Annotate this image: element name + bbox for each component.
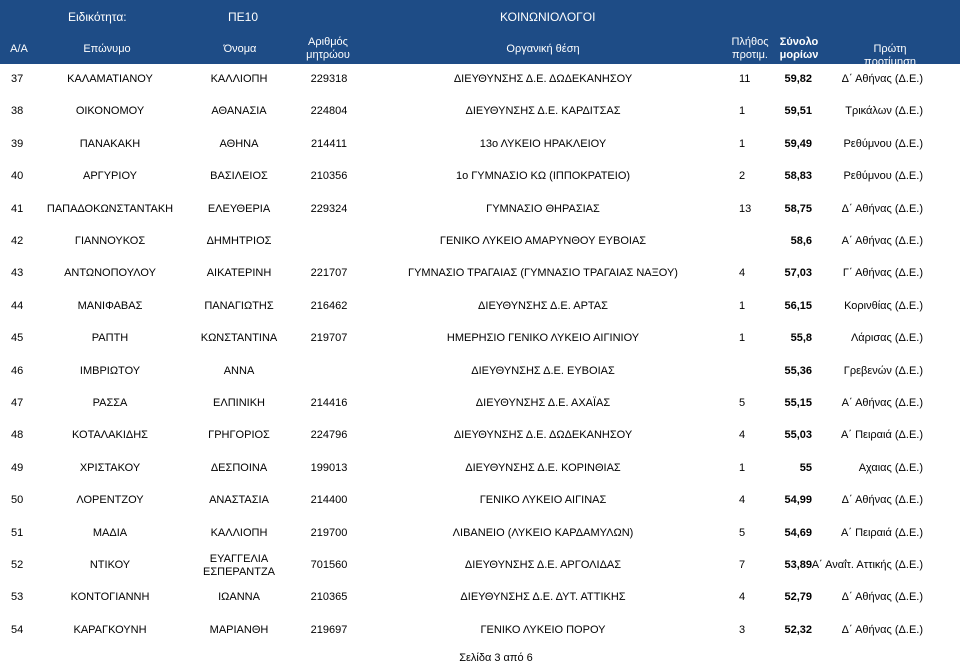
page-footer: Σελίδα 3 από 6 [459,652,533,664]
row-number: 50 [11,494,24,507]
row-number: 38 [11,105,24,118]
header-reg-1: Αριθμός [308,36,348,48]
row-surname: ΠΑΝΑΚΑΚΗ [79,137,141,150]
row-name: ΕΛΕΥΘΕΡΙΑ [207,202,271,215]
row-surname: ΙΜΒΡΙΩΤΟΥ [79,364,141,377]
row-reg: 701560 [310,559,348,571]
row-number: 39 [11,137,24,150]
row-number: 46 [11,364,24,377]
row-position: ΓΥΜΝΑΣΙΟ ΤΡΑΓΑΙΑΣ (ΓΥΜΝΑΣΙΟ ΤΡΑΓΑΙΑΣ ΝΑΞΟΥ) [408,267,678,280]
row-reg: 219707 [310,332,348,345]
row-count: 1 [739,332,746,345]
row-name: ΚΑΛΛΙΟΠΗ [210,526,268,539]
row-name: ΠΑΝΑΓΙΩΤΗΣ [204,299,274,312]
row-position: ΔΙΕΥΘΥΝΣΗΣ Δ.Ε. ΔΩΔΕΚΑΝΗΣΟΥ [453,429,633,442]
row-count: 4 [739,494,746,507]
row-first-pref: Α΄ Αθήνας (Δ.Ε.) [841,397,923,409]
row-position: ΓΕΝΙΚΟ ΛΥΚΕΙΟ ΠΟΡΟΥ [480,623,606,636]
row-number: 40 [11,170,24,183]
header-aa: Α/Α [10,43,28,55]
row-number: 51 [11,526,24,539]
row-name: ΔΗΜΗΤΡΙΟΣ [206,235,272,247]
row-score: 53,89 [784,559,812,571]
row-name: ΜΑΡΙΑΝΘΗ [209,623,269,636]
row-count: 4 [739,591,746,604]
row-score: 52,79 [784,591,812,604]
row-first-pref: Ρεθύμνου (Δ.Ε.) [843,170,923,183]
row-reg: 216462 [310,299,348,312]
row-count: 13 [739,202,752,215]
row-position: ΔΙΕΥΘΥΝΣΗΣ Δ.Ε. ΔΩΔΕΚΑΝΗΣΟΥ [453,73,633,85]
row-score: 55,8 [790,332,812,345]
row-reg: 214411 [311,137,347,150]
row-surname: ΠΑΠΑΔΟΚΩΝΣΤΑΝΤΑΚΗ [46,202,174,215]
row-number: 41 [11,202,24,215]
row-reg: 214416 [310,397,348,409]
header-first-pref: Πρώτη προτίμηση [864,43,916,68]
row-surname: ΑΡΓΥΡΙΟΥ [82,170,138,183]
table-row [0,356,960,388]
row-score: 56,15 [784,299,812,312]
row-score: 55,36 [784,364,812,377]
row-surname: ΚΟΝΤΟΓΙΑΝΝΗ [70,591,150,604]
row-score: 58,83 [784,170,812,183]
table-row [0,550,960,582]
row-first-pref: Κορινθίας (Δ.Ε.) [844,299,923,312]
row-number: 44 [11,299,24,312]
row-count: 7 [739,559,746,571]
row-score: 54,69 [784,526,812,539]
row-first-pref: Τρικάλων (Δ.Ε.) [845,105,923,118]
table-row [0,615,960,647]
specialty-label: Ειδικότητα: [68,10,127,24]
row-reg: 224804 [310,105,348,118]
row-name: ΑΘΗΝΑ [219,137,259,150]
row-count: 1 [739,137,746,150]
row-score: 59,49 [784,137,812,150]
row-surname: ΜΑΝΙΦΑΒΑΣ [77,299,143,312]
row-score: 54,99 [784,494,812,507]
table-row [0,485,960,517]
row-surname: ΓΙΑΝΝΟΥΚΟΣ [74,235,146,247]
row-reg: 219700 [310,526,348,539]
specialty-code: ΠΕ10 [228,10,259,24]
row-number: 48 [11,429,24,442]
row-score: 57,03 [784,267,812,280]
table-row [0,64,960,96]
row-first-pref: Α΄ Αναΐτ. Αττικής (Δ.Ε.) [811,559,923,571]
row-score: 59,51 [784,105,812,118]
row-reg: 229324 [310,202,348,215]
row-number: 42 [11,235,24,247]
row-first-pref: Α΄ Πειραιά (Δ.Ε.) [841,526,923,539]
table-row [0,96,960,128]
row-position: ΔΙΕΥΘΥΝΣΗΣ Δ.Ε. ΔΥΤ. ΑΤΤΙΚΗΣ [460,591,626,604]
row-reg: 214400 [310,494,348,507]
table-row [0,194,960,226]
row-first-pref: Α΄ Αθήνας (Δ.Ε.) [841,235,923,247]
row-count: 2 [739,170,746,183]
row-number: 54 [11,623,24,636]
row-first-pref: Α΄ Πειραιά (Δ.Ε.) [841,429,923,442]
row-number: 45 [11,332,24,345]
row-number: 53 [11,591,24,604]
row-number: 37 [11,73,24,85]
row-reg: 229318 [310,73,348,85]
row-position: ΔΙΕΥΘΥΝΣΗΣ Δ.Ε. ΚΟΡΙΝΘΙΑΣ [465,461,621,474]
row-count: 4 [739,267,746,280]
row-name: ΚΩΝΣΤΑΝΤΙΝΑ [200,332,278,345]
header-count-1: Πλήθος [731,36,769,48]
row-name: ΒΑΣΙΛΕΙΟΣ [210,170,268,183]
row-first-pref: Αχαιας (Δ.Ε.) [858,461,923,474]
row-surname: ΡΑΠΤΗ [91,332,129,345]
row-number: 47 [11,397,24,409]
row-first-pref: Δ΄ Αθήνας (Δ.Ε.) [841,591,923,604]
row-score: 52,32 [784,623,812,636]
row-name: ΑΙΚΑΤΕΡΙΝΗ [206,267,272,280]
row-score: 59,82 [784,73,812,85]
row-reg: 221707 [310,267,348,280]
row-count: 11 [739,73,751,85]
row-position: ΔΙΕΥΘΥΝΣΗΣ Δ.Ε. ΑΧΑΪΑΣ [475,397,611,409]
row-count: 4 [739,429,746,442]
row-first-pref: Δ΄ Αθήνας (Δ.Ε.) [841,202,923,215]
row-position: ΔΙΕΥΘΥΝΣΗΣ Δ.Ε. ΕΥΒΟΙΑΣ [471,364,615,377]
row-count: 5 [739,526,746,539]
table-row [0,291,960,323]
row-first-pref: Ρεθύμνου (Δ.Ε.) [843,137,923,150]
row-position: ΛΙΒΑΝΕΙΟ (ΛΥΚΕΙΟ ΚΑΡΔΑΜΥΛΩΝ) [452,526,634,539]
row-reg: 224796 [310,429,348,442]
table-row [0,582,960,614]
row-score: 58,75 [784,202,812,215]
row-surname: ΚΑΡΑΓΚΟΥΝΗ [73,623,147,636]
header-count-2: προτιμ. [732,49,768,61]
row-reg: 199013 [310,461,348,474]
table-row [0,129,960,161]
row-surname: ΑΝΤΩΝΟΠΟΥΛΟΥ [64,267,156,280]
row-reg: 210356 [310,170,348,183]
row-name-line: ΕΥΑΓΓΕΛΙΑ [209,553,269,565]
row-position: ΓΕΝΙΚΟ ΛΥΚΕΙΟ ΑΙΓΙΝΑΣ [479,494,607,507]
row-surname: ΟΙΚΟΝΟΜΟΥ [75,105,145,118]
row-position: ΔΙΕΥΘΥΝΣΗΣ Δ.Ε. ΚΑΡΔΙΤΣΑΣ [465,105,621,118]
specialty-name: ΚΟΙΝΩΝΙΟΛΟΓΟΙ [500,10,596,24]
table-row [0,323,960,355]
row-number: 52 [11,559,24,571]
row-name: ΔΕΣΠΟΙΝΑ [210,461,268,474]
row-number: 43 [11,267,24,280]
table-row [0,420,960,452]
row-surname: ΚΑΛΑΜΑΤΙΑΝΟΥ [67,73,153,85]
row-score: 55,03 [784,429,812,442]
row-count: 3 [739,623,746,636]
header-score-2: μορίων [779,49,819,61]
specialty-bar [0,0,960,34]
row-reg: 210365 [310,591,348,604]
header-score-1: Σύνολο [779,36,819,48]
row-surname: ΡΑΣΣΑ [92,397,128,409]
table-row [0,453,960,485]
row-count: 1 [739,105,746,118]
header-reg-2: μητρώου [306,49,350,61]
row-first-pref: Λάρισας (Δ.Ε.) [850,332,923,345]
row-score: 55 [799,461,812,474]
row-count: 5 [739,397,746,409]
row-surname: ΜΑΔΙΑ [92,526,128,539]
row-position: ΓΥΜΝΑΣΙΟ ΘΗΡΑΣΙΑΣ [486,202,600,215]
table-row [0,518,960,550]
row-first-pref: Γρεβενών (Δ.Ε.) [843,364,923,377]
table-header [0,34,960,68]
row-position: ΔΙΕΥΘΥΝΣΗΣ Δ.Ε. ΑΡΤΑΣ [478,299,608,312]
row-name: ΕΛΠΙΝΙΚΗ [213,397,265,409]
row-position: ΔΙΕΥΘΥΝΣΗΣ Δ.Ε. ΑΡΓΟΛΙΔΑΣ [464,559,622,571]
row-first-pref: Γ΄ Αθήνας (Δ.Ε.) [842,267,923,280]
row-name-line: ΕΣΠΕΡΑΝΤΖΑ [203,566,275,578]
table-row [0,258,960,290]
row-surname: ΚΟΤΑΛΑΚΙΔΗΣ [72,429,148,442]
row-surname: ΛΟΡΕΝΤΖΟΥ [76,494,144,507]
row-score: 58,6 [790,235,812,247]
row-first-pref: Δ΄ Αθήνας (Δ.Ε.) [841,494,923,507]
row-name: ΙΩΑΝΝΑ [218,591,260,604]
table-row [0,226,960,258]
row-name: ΚΑΛΛΙΟΠΗ [210,73,268,85]
row-name: ΑΘΑΝΑΣΙΑ [211,105,267,118]
row-position: 1ο ΓΥΜΝΑΣΙΟ ΚΩ (ΙΠΠΟΚΡΑΤΕΙΟ) [455,170,631,183]
table-row [0,161,960,193]
row-first-pref: Δ΄ Αθήνας (Δ.Ε.) [841,73,923,85]
row-position: ΓΕΝΙΚΟ ΛΥΚΕΙΟ ΑΜΑΡΥΝΘΟΥ ΕΥΒΟΙΑΣ [439,235,647,247]
row-count: 1 [739,299,746,312]
row-number: 49 [11,461,24,474]
row-name: ΑΝΑΣΤΑΣΙΑ [209,494,269,507]
header-name: Όνομα [223,43,257,55]
row-surname: ΝΤΙΚΟΥ [89,559,131,571]
row-reg: 219697 [310,623,348,636]
row-score: 55,15 [784,397,812,409]
row-position: 13ο ΛΥΚΕΙΟ ΗΡΑΚΛΕΙΟΥ [479,137,607,150]
table-row [0,388,960,420]
header-position: Οργανική θέση [506,43,580,55]
row-count: 1 [739,461,746,474]
row-position: ΗΜΕΡΗΣΙΟ ΓΕΝΙΚΟ ΛΥΚΕΙΟ ΑΙΓΙΝΙΟΥ [446,332,640,345]
row-name [203,553,275,579]
header-surname: Επώνυμο [83,43,131,55]
row-surname: ΧΡΙΣΤΑΚΟΥ [79,461,141,474]
row-name: ΓΡΗΓΟΡΙΟΣ [208,429,270,442]
row-first-pref: Δ΄ Αθήνας (Δ.Ε.) [841,623,923,636]
row-name: ΑΝΝΑ [223,364,255,377]
